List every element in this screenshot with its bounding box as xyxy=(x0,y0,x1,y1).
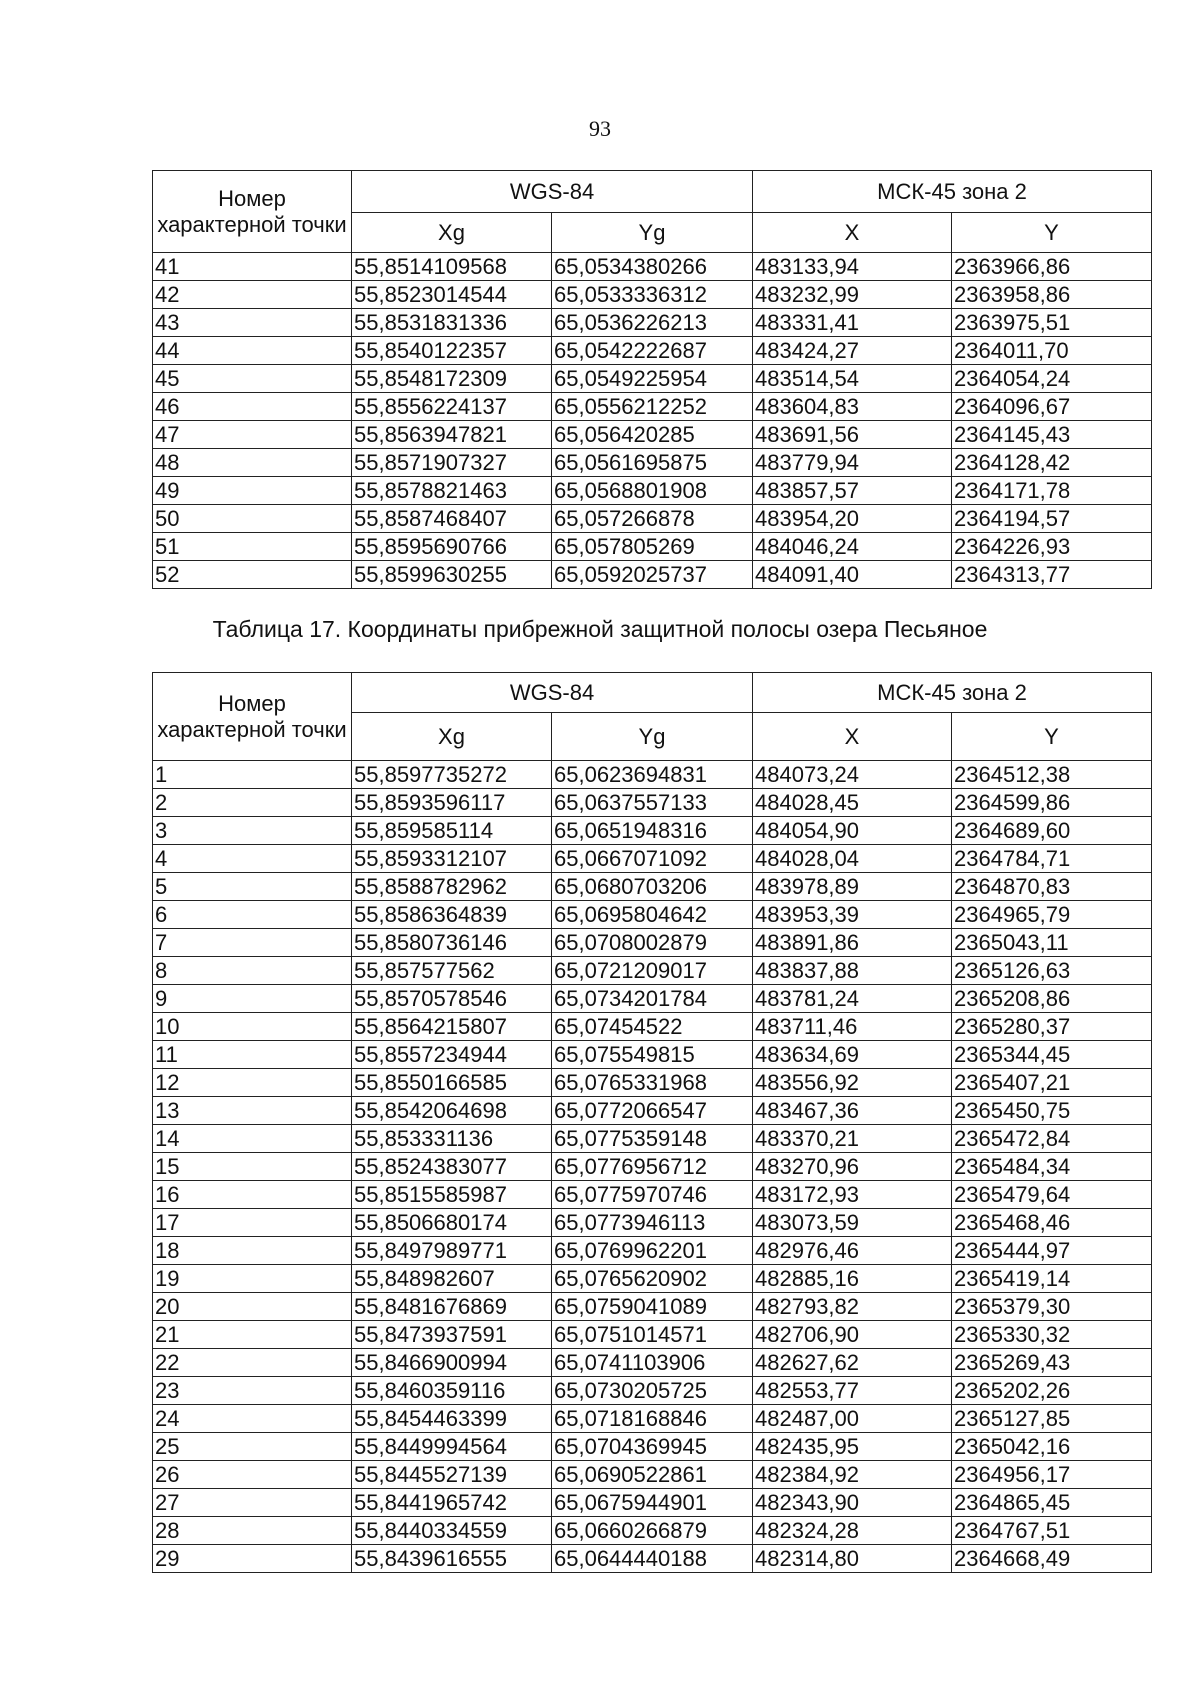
cell-x: 482553,77 xyxy=(753,1377,952,1405)
cell-x: 484028,45 xyxy=(753,789,952,817)
cell-x: 484046,24 xyxy=(753,533,952,561)
table-row xyxy=(153,1041,1152,1069)
table-row xyxy=(153,817,1152,845)
coordinates-table-bottom xyxy=(152,672,1152,1573)
table-row xyxy=(153,449,1152,477)
cell-x: 483232,99 xyxy=(753,281,952,309)
table-row xyxy=(153,957,1152,985)
cell-x: 483634,69 xyxy=(753,1041,952,1069)
cell-y: 2365479,64 xyxy=(952,1181,1152,1209)
header-y: Y xyxy=(952,713,1152,761)
cell-xg: 55,8440334559 xyxy=(352,1517,552,1545)
cell-y: 2365202,26 xyxy=(952,1377,1152,1405)
table-row xyxy=(153,1013,1152,1041)
header-wgs84: WGS-84 xyxy=(352,171,753,213)
cell-point-number: 43 xyxy=(153,309,352,337)
cell-yg: 65,0690522861 xyxy=(552,1461,753,1489)
cell-point-number: 23 xyxy=(153,1377,352,1405)
cell-x: 483837,88 xyxy=(753,957,952,985)
cell-x: 483779,94 xyxy=(753,449,952,477)
cell-point-number: 5 xyxy=(153,873,352,901)
cell-x: 483857,57 xyxy=(753,477,952,505)
cell-point-number: 52 xyxy=(153,561,352,589)
cell-x: 483467,36 xyxy=(753,1097,952,1125)
cell-xg: 55,8515585987 xyxy=(352,1181,552,1209)
cell-y: 2364956,17 xyxy=(952,1461,1152,1489)
table-row xyxy=(153,1265,1152,1293)
cell-xg: 55,8595690766 xyxy=(352,533,552,561)
cell-y: 2364226,93 xyxy=(952,533,1152,561)
cell-y: 2364054,24 xyxy=(952,365,1152,393)
cell-xg: 55,8599630255 xyxy=(352,561,552,589)
cell-yg: 65,0730205725 xyxy=(552,1377,753,1405)
header-xg: Xg xyxy=(352,713,552,761)
cell-yg: 65,0549225954 xyxy=(552,365,753,393)
cell-point-number: 19 xyxy=(153,1265,352,1293)
cell-y: 2365042,16 xyxy=(952,1433,1152,1461)
cell-point-number: 8 xyxy=(153,957,352,985)
cell-x: 483711,46 xyxy=(753,1013,952,1041)
cell-yg: 65,0775970746 xyxy=(552,1181,753,1209)
cell-y: 2364145,43 xyxy=(952,421,1152,449)
table-caption: Таблица 17. Координаты прибрежной защитной полосы озера Песьяное xyxy=(212,616,988,642)
cell-y: 2365468,46 xyxy=(952,1209,1152,1237)
cell-x: 483604,83 xyxy=(753,393,952,421)
cell-point-number: 29 xyxy=(153,1545,352,1573)
cell-point-number: 25 xyxy=(153,1433,352,1461)
cell-x: 483953,39 xyxy=(753,901,952,929)
table-row xyxy=(153,1461,1152,1489)
cell-xg: 55,8460359116 xyxy=(352,1377,552,1405)
cell-xg: 55,8593596117 xyxy=(352,789,552,817)
cell-y: 2364128,42 xyxy=(952,449,1152,477)
cell-yg: 65,0533336312 xyxy=(552,281,753,309)
cell-x: 483073,59 xyxy=(753,1209,952,1237)
cell-yg: 65,0772066547 xyxy=(552,1097,753,1125)
cell-point-number: 20 xyxy=(153,1293,352,1321)
cell-yg: 65,0536226213 xyxy=(552,309,753,337)
cell-point-number: 18 xyxy=(153,1237,352,1265)
table-row xyxy=(153,901,1152,929)
cell-xg: 55,8466900994 xyxy=(352,1349,552,1377)
cell-x: 483270,96 xyxy=(753,1153,952,1181)
cell-y: 2364865,45 xyxy=(952,1489,1152,1517)
table-row xyxy=(153,1517,1152,1545)
cell-xg: 55,8523014544 xyxy=(352,281,552,309)
cell-point-number: 4 xyxy=(153,845,352,873)
cell-xg: 55,8439616555 xyxy=(352,1545,552,1573)
table-row xyxy=(153,365,1152,393)
cell-point-number: 42 xyxy=(153,281,352,309)
cell-y: 2364965,79 xyxy=(952,901,1152,929)
cell-y: 2364767,51 xyxy=(952,1517,1152,1545)
cell-x: 483556,92 xyxy=(753,1069,952,1097)
header-msk45: МСК-45 зона 2 xyxy=(753,673,1152,713)
cell-xg: 55,8540122357 xyxy=(352,337,552,365)
cell-xg: 55,8481676869 xyxy=(352,1293,552,1321)
cell-y: 2365126,63 xyxy=(952,957,1152,985)
cell-yg: 65,0637557133 xyxy=(552,789,753,817)
table-row xyxy=(153,1153,1152,1181)
header-x: X xyxy=(753,213,952,253)
table-row xyxy=(153,477,1152,505)
cell-xg: 55,8506680174 xyxy=(352,1209,552,1237)
cell-x: 482343,90 xyxy=(753,1489,952,1517)
cell-yg: 65,0534380266 xyxy=(552,253,753,281)
cell-y: 2365419,14 xyxy=(952,1265,1152,1293)
cell-y: 2364668,49 xyxy=(952,1545,1152,1573)
table-row xyxy=(153,393,1152,421)
table-row xyxy=(153,1209,1152,1237)
cell-yg: 65,0660266879 xyxy=(552,1517,753,1545)
cell-point-number: 44 xyxy=(153,337,352,365)
cell-point-number: 12 xyxy=(153,1069,352,1097)
cell-point-number: 41 xyxy=(153,253,352,281)
table-row xyxy=(153,1321,1152,1349)
cell-xg: 55,853331136 xyxy=(352,1125,552,1153)
cell-point-number: 6 xyxy=(153,901,352,929)
cell-xg: 55,8580736146 xyxy=(352,929,552,957)
table-row xyxy=(153,253,1152,281)
cell-yg: 65,057805269 xyxy=(552,533,753,561)
cell-y: 2365344,45 xyxy=(952,1041,1152,1069)
cell-x: 483133,94 xyxy=(753,253,952,281)
cell-yg: 65,0765620902 xyxy=(552,1265,753,1293)
table-row xyxy=(153,505,1152,533)
cell-x: 483891,86 xyxy=(753,929,952,957)
cell-xg: 55,8473937591 xyxy=(352,1321,552,1349)
cell-yg: 65,0561695875 xyxy=(552,449,753,477)
cell-xg: 55,8531831336 xyxy=(352,309,552,337)
cell-yg: 65,0734201784 xyxy=(552,985,753,1013)
cell-point-number: 51 xyxy=(153,533,352,561)
cell-y: 2363975,51 xyxy=(952,309,1152,337)
cell-point-number: 17 xyxy=(153,1209,352,1237)
cell-y: 2364313,77 xyxy=(952,561,1152,589)
cell-xg: 55,8557234944 xyxy=(352,1041,552,1069)
cell-y: 2363958,86 xyxy=(952,281,1152,309)
cell-x: 483370,21 xyxy=(753,1125,952,1153)
cell-xg: 55,8586364839 xyxy=(352,901,552,929)
cell-xg: 55,8548172309 xyxy=(352,365,552,393)
cell-yg: 65,0623694831 xyxy=(552,761,753,789)
cell-y: 2365450,75 xyxy=(952,1097,1152,1125)
header-y: Y xyxy=(952,213,1152,253)
cell-y: 2365280,37 xyxy=(952,1013,1152,1041)
cell-point-number: 22 xyxy=(153,1349,352,1377)
table-row xyxy=(153,1433,1152,1461)
table-row xyxy=(153,1545,1152,1573)
cell-x: 482976,46 xyxy=(753,1237,952,1265)
cell-yg: 65,0775359148 xyxy=(552,1125,753,1153)
table-row xyxy=(153,929,1152,957)
cell-y: 2364512,38 xyxy=(952,761,1152,789)
cell-yg: 65,0759041089 xyxy=(552,1293,753,1321)
cell-xg: 55,8550166585 xyxy=(352,1069,552,1097)
cell-point-number: 46 xyxy=(153,393,352,421)
cell-point-number: 21 xyxy=(153,1321,352,1349)
cell-y: 2363966,86 xyxy=(952,253,1152,281)
cell-point-number: 3 xyxy=(153,817,352,845)
cell-x: 483331,41 xyxy=(753,309,952,337)
table-row xyxy=(153,1125,1152,1153)
table-row xyxy=(153,1181,1152,1209)
cell-xg: 55,8563947821 xyxy=(352,421,552,449)
cell-x: 483514,54 xyxy=(753,365,952,393)
cell-y: 2364171,78 xyxy=(952,477,1152,505)
table-row xyxy=(153,873,1152,901)
header-point-number: Номер характерной точки xyxy=(153,171,352,253)
cell-xg: 55,8454463399 xyxy=(352,1405,552,1433)
cell-yg: 65,0769962201 xyxy=(552,1237,753,1265)
cell-point-number: 9 xyxy=(153,985,352,1013)
cell-xg: 55,8578821463 xyxy=(352,477,552,505)
cell-x: 484028,04 xyxy=(753,845,952,873)
table-row xyxy=(153,533,1152,561)
cell-x: 482487,00 xyxy=(753,1405,952,1433)
cell-y: 2365444,97 xyxy=(952,1237,1152,1265)
cell-xg: 55,8556224137 xyxy=(352,393,552,421)
cell-y: 2364689,60 xyxy=(952,817,1152,845)
cell-y: 2364870,83 xyxy=(952,873,1152,901)
cell-y: 2365407,21 xyxy=(952,1069,1152,1097)
cell-x: 483172,93 xyxy=(753,1181,952,1209)
cell-yg: 65,0542222687 xyxy=(552,337,753,365)
cell-xg: 55,8497989771 xyxy=(352,1237,552,1265)
cell-point-number: 15 xyxy=(153,1153,352,1181)
cell-yg: 65,0644440188 xyxy=(552,1545,753,1573)
table-row xyxy=(153,421,1152,449)
cell-y: 2365484,34 xyxy=(952,1153,1152,1181)
cell-x: 484054,90 xyxy=(753,817,952,845)
cell-y: 2365379,30 xyxy=(952,1293,1152,1321)
cell-point-number: 24 xyxy=(153,1405,352,1433)
cell-yg: 65,0718168846 xyxy=(552,1405,753,1433)
cell-y: 2365472,84 xyxy=(952,1125,1152,1153)
table-row xyxy=(153,1097,1152,1125)
cell-x: 482324,28 xyxy=(753,1517,952,1545)
cell-yg: 65,075549815 xyxy=(552,1041,753,1069)
header-yg: Yg xyxy=(552,713,753,761)
cell-yg: 65,057266878 xyxy=(552,505,753,533)
header-yg: Yg xyxy=(552,213,753,253)
cell-y: 2364784,71 xyxy=(952,845,1152,873)
cell-x: 483954,20 xyxy=(753,505,952,533)
cell-yg: 65,0765331968 xyxy=(552,1069,753,1097)
cell-y: 2364011,70 xyxy=(952,337,1152,365)
cell-x: 484073,24 xyxy=(753,761,952,789)
table-row xyxy=(153,561,1152,589)
cell-xg: 55,8514109568 xyxy=(352,253,552,281)
cell-x: 482384,92 xyxy=(753,1461,952,1489)
cell-point-number: 2 xyxy=(153,789,352,817)
cell-point-number: 48 xyxy=(153,449,352,477)
cell-x: 482885,16 xyxy=(753,1265,952,1293)
page-number: 93 xyxy=(589,116,611,141)
header-point-number: Номер характерной точки xyxy=(153,673,352,761)
cell-yg: 65,0695804642 xyxy=(552,901,753,929)
header-xg: Xg xyxy=(352,213,552,253)
cell-point-number: 7 xyxy=(153,929,352,957)
cell-xg: 55,8449994564 xyxy=(352,1433,552,1461)
table-row xyxy=(153,789,1152,817)
cell-yg: 65,0556212252 xyxy=(552,393,753,421)
cell-point-number: 50 xyxy=(153,505,352,533)
cell-point-number: 27 xyxy=(153,1489,352,1517)
cell-point-number: 11 xyxy=(153,1041,352,1069)
cell-xg: 55,8441965742 xyxy=(352,1489,552,1517)
cell-y: 2364599,86 xyxy=(952,789,1152,817)
cell-point-number: 26 xyxy=(153,1461,352,1489)
cell-yg: 65,0568801908 xyxy=(552,477,753,505)
cell-point-number: 1 xyxy=(153,761,352,789)
cell-x: 483781,24 xyxy=(753,985,952,1013)
cell-point-number: 47 xyxy=(153,421,352,449)
cell-xg: 55,8564215807 xyxy=(352,1013,552,1041)
table-row xyxy=(153,281,1152,309)
cell-yg: 65,07454522 xyxy=(552,1013,753,1041)
cell-xg: 55,8570578546 xyxy=(352,985,552,1013)
cell-xg: 55,8588782962 xyxy=(352,873,552,901)
cell-y: 2365269,43 xyxy=(952,1349,1152,1377)
cell-y: 2364096,67 xyxy=(952,393,1152,421)
table-row xyxy=(153,1489,1152,1517)
cell-y: 2365043,11 xyxy=(952,929,1152,957)
cell-xg: 55,859585114 xyxy=(352,817,552,845)
cell-point-number: 10 xyxy=(153,1013,352,1041)
cell-yg: 65,0592025737 xyxy=(552,561,753,589)
table-row xyxy=(153,337,1152,365)
table-row xyxy=(153,1069,1152,1097)
cell-x: 483691,56 xyxy=(753,421,952,449)
table-row xyxy=(153,761,1152,789)
cell-y: 2364194,57 xyxy=(952,505,1152,533)
cell-xg: 55,8587468407 xyxy=(352,505,552,533)
cell-y: 2365208,86 xyxy=(952,985,1152,1013)
cell-point-number: 16 xyxy=(153,1181,352,1209)
cell-yg: 65,0651948316 xyxy=(552,817,753,845)
table-row xyxy=(153,985,1152,1013)
cell-point-number: 45 xyxy=(153,365,352,393)
cell-x: 482627,62 xyxy=(753,1349,952,1377)
table-row xyxy=(153,309,1152,337)
cell-point-number: 49 xyxy=(153,477,352,505)
cell-xg: 55,8571907327 xyxy=(352,449,552,477)
cell-point-number: 13 xyxy=(153,1097,352,1125)
cell-yg: 65,0741103906 xyxy=(552,1349,753,1377)
table-row xyxy=(153,1293,1152,1321)
table-row xyxy=(153,845,1152,873)
cell-y: 2365330,32 xyxy=(952,1321,1152,1349)
header-wgs84: WGS-84 xyxy=(352,673,753,713)
cell-yg: 65,0721209017 xyxy=(552,957,753,985)
cell-xg: 55,8445527139 xyxy=(352,1461,552,1489)
header-x: X xyxy=(753,713,952,761)
cell-y: 2365127,85 xyxy=(952,1405,1152,1433)
table-row xyxy=(153,1405,1152,1433)
cell-x: 482706,90 xyxy=(753,1321,952,1349)
cell-x: 482314,80 xyxy=(753,1545,952,1573)
cell-yg: 65,0680703206 xyxy=(552,873,753,901)
cell-yg: 65,0708002879 xyxy=(552,929,753,957)
table-row xyxy=(153,1349,1152,1377)
cell-x: 482793,82 xyxy=(753,1293,952,1321)
cell-xg: 55,857577562 xyxy=(352,957,552,985)
cell-xg: 55,8542064698 xyxy=(352,1097,552,1125)
cell-point-number: 28 xyxy=(153,1517,352,1545)
cell-xg: 55,8597735272 xyxy=(352,761,552,789)
cell-yg: 65,0675944901 xyxy=(552,1489,753,1517)
cell-yg: 65,056420285 xyxy=(552,421,753,449)
cell-xg: 55,848982607 xyxy=(352,1265,552,1293)
cell-yg: 65,0667071092 xyxy=(552,845,753,873)
cell-yg: 65,0773946113 xyxy=(552,1209,753,1237)
cell-xg: 55,8593312107 xyxy=(352,845,552,873)
coordinates-table-top xyxy=(152,170,1152,589)
table-row xyxy=(153,1377,1152,1405)
cell-yg: 65,0704369945 xyxy=(552,1433,753,1461)
cell-yg: 65,0776956712 xyxy=(552,1153,753,1181)
table-row xyxy=(153,1237,1152,1265)
cell-x: 484091,40 xyxy=(753,561,952,589)
cell-point-number: 14 xyxy=(153,1125,352,1153)
cell-x: 483978,89 xyxy=(753,873,952,901)
cell-x: 483424,27 xyxy=(753,337,952,365)
cell-xg: 55,8524383077 xyxy=(352,1153,552,1181)
cell-x: 482435,95 xyxy=(753,1433,952,1461)
header-msk45: МСК-45 зона 2 xyxy=(753,171,1152,213)
cell-yg: 65,0751014571 xyxy=(552,1321,753,1349)
